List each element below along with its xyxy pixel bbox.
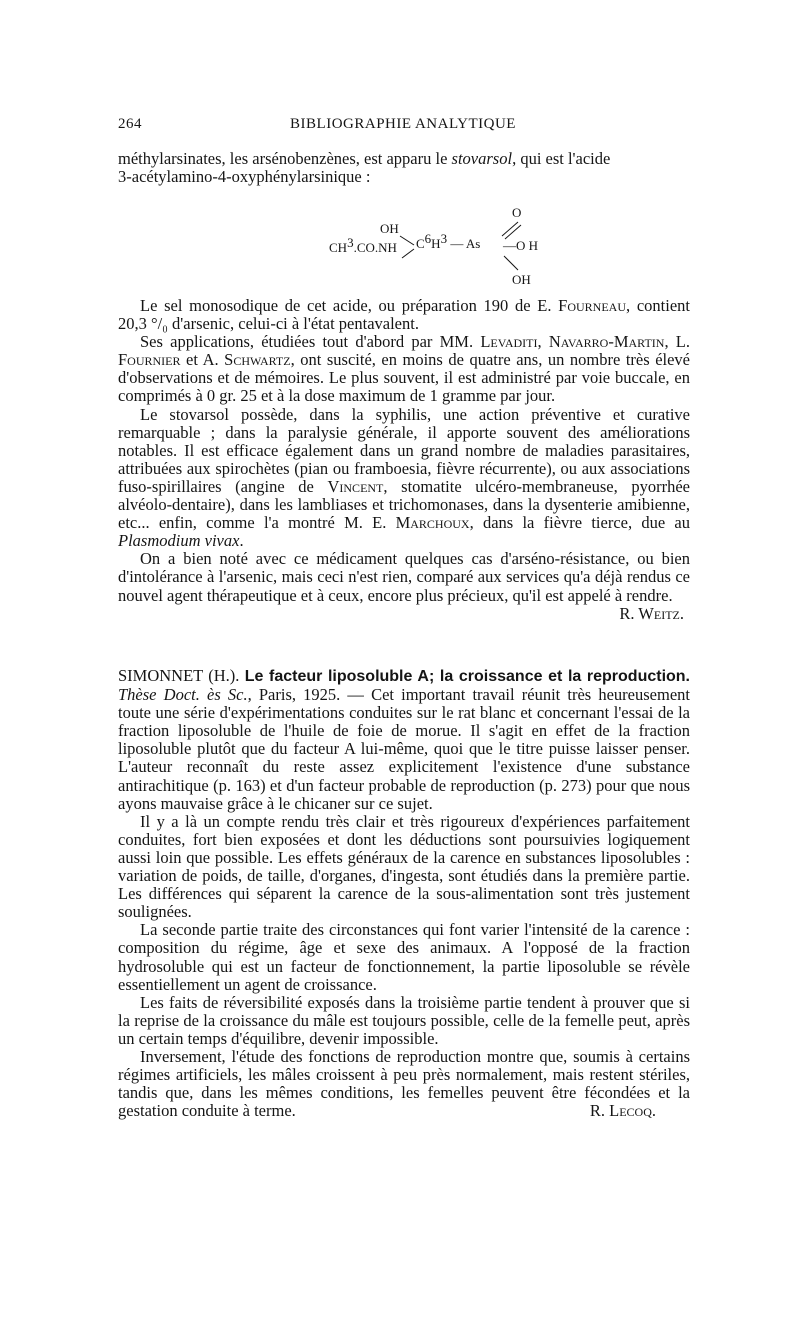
intro-paragraph: méthylarsinates, les arsénobenzènes, est apparu le stovarsol, qui est l'acide 3-acétylamino-4-oxyphénylarsinique : (118, 149, 611, 187)
stovarsol-paragraph-1: Le sel monosodique de cet acide, ou préparation 190 de E. Fourneau, contient 20,3 °/₀ d'arsenic, celui-ci à l'état pentavalent. (118, 296, 690, 334)
chemical-formula (290, 200, 550, 290)
entry-paragraph-5: Inversement, l'étude des fonctions de reproduction montre que, soumis à certains régimes artificiels, les mâles croissent à peu près normalement, mais restent stériles, tandis que, dans les mêmes conditions, les femelles peuvent être fécondées et la gestation conduite à terme. R. Lecoq. (118, 1046, 690, 1121)
entry-title: Le facteur liposoluble A; la croissance et la reproduction. (244, 668, 691, 685)
running-head (118, 116, 688, 138)
page-number: 264 (118, 116, 142, 132)
bond-double-o-1 (502, 222, 518, 236)
signature-weitz: R. Weitz. (619, 603, 684, 623)
simonnet-review (118, 667, 690, 1120)
entry-paragraph-4: Les faits de réversibilité exposés dans la troisième partie tendent à prouver que si la reprise de la croissance du mâle est toujours possible, celle de la femelle peut, après un certain temps d'équilibre, devenir impossible. (118, 992, 690, 1048)
bond-oh (400, 236, 414, 245)
entry-paragraph-2: Il y a là un compte rendu très clair et très rigoureux d'expériences parfaitement conduites, fort bien exposées et dont les déductions sont poursuivies logiquement aussi loin que possible. Les effets généraux de la carence en substances liposolubles : variation de poids, de taille, d'organes, d'ingesta, sont étudiés dans la première partie. Les différences qui séparent la carence de la sous-alimentation sont très justement soulignées. (118, 811, 690, 922)
author-fourneau: Fourneau (558, 296, 627, 315)
running-title: BIBLIOGRAPHIE ANALYTIQUE (290, 116, 516, 132)
formula-left-group: CH3.CO.NH (329, 235, 397, 255)
intro-text (118, 150, 690, 186)
bond-oh-bottom (504, 256, 518, 270)
formula-oh-top: OH (380, 221, 399, 236)
formula-ring: C6H3 — As (416, 231, 481, 251)
formula-oh-right: —O H (503, 238, 539, 253)
bond-nh (402, 249, 414, 258)
entry-heading-paragraph: SIMONNET (H.). Le facteur liposoluble A; la croissance et la reproduction. Thèse Doct. ès Sc., Paris, 1925. — Cet important travail réunit très heureusement toute une série d'expérimentations conduites sur le rat blanc et concernant l'essai de la fraction liposoluble de l'huile de foie de morue. Il s'agit en effet de la fraction liposoluble plutôt que du facteur A lui-même, quoi que le titre puisse laisser penser. L'auteur reconnaît du reste assez explicitement l'existence d'une substance antirachitique (p. 163) et d'un facteur probable de reproduction (p. 273) pour que nous ayons mauvaise grâce à le chicaner sur ce sujet. (118, 666, 691, 813)
bond-double-o-2 (505, 225, 521, 239)
formula-o-top: O (512, 205, 522, 220)
stovarsol-review (118, 297, 690, 623)
formula-diagram (290, 200, 550, 290)
entry-source: Thèse Doct. ès Sc. (118, 685, 248, 705)
stovarsol-paragraph-2: Ses applications, étudiées tout d'abord par MM. Levaditi, Navarro-Martin, L. Fournier et A. Schwartz, ont suscité, en moins de quatre ans, un nombre très élevé d'observations et de mémoires. Le plus souvent, il est administré par voie buccale, en comprimés à 0 gr. 25 et à la dose maximum de 1 gramme par jour. (118, 332, 690, 406)
stovarsol-paragraph-4: On a bien noté avec ce médicament quelques cas d'arséno-résistance, ou bien d'intolérance à l'arsenic, mais ceci n'est rien, comparé aux services qu'a déjà rendus ce nouvel agent thérapeutique et à ceux, encore plus précieux, qu'il est appelé à rendre. R. Weitz. (118, 549, 690, 623)
drug-name: stovarsol (451, 149, 513, 168)
signature-lecoq: R. Lecoq. (589, 1101, 656, 1121)
entry-paragraph-3: La seconde partie traite des circonstances qui font varier l'intensité de la carence : composition du régime, âge et sexe des animaux. A l'opposé de la fraction hydrosoluble qui est un facteur de fonctionnement, la partie liposoluble se révèle essentiellement un agent de croissance. (118, 920, 690, 994)
entry-author: SIMONNET (H.). (118, 666, 245, 685)
formula-oh-bottom: OH (512, 272, 531, 287)
stovarsol-paragraph-3: Le stovarsol possède, dans la syphilis, une action préventive et curative remarquable ; dans la paralysie générale, il apporte souvent des améliorations notables. Il est efficace également dans un grand nombre de maladies parasitaires, attribuées aux spirochètes (pian ou framboesia, fièvre récurrente), ou aux associations fuso-spirillaires (angine de Vincent, stomatite ulcéro-membraneuse, pyorrhée alvéolo-dentaire), dans les lambliases et trichomonases, dans la dysenterie amibienne, etc... enfin, comme l'a montré M. E. Marchoux, dans la fièvre tierce, due au Plasmodium vivax. (118, 404, 690, 551)
